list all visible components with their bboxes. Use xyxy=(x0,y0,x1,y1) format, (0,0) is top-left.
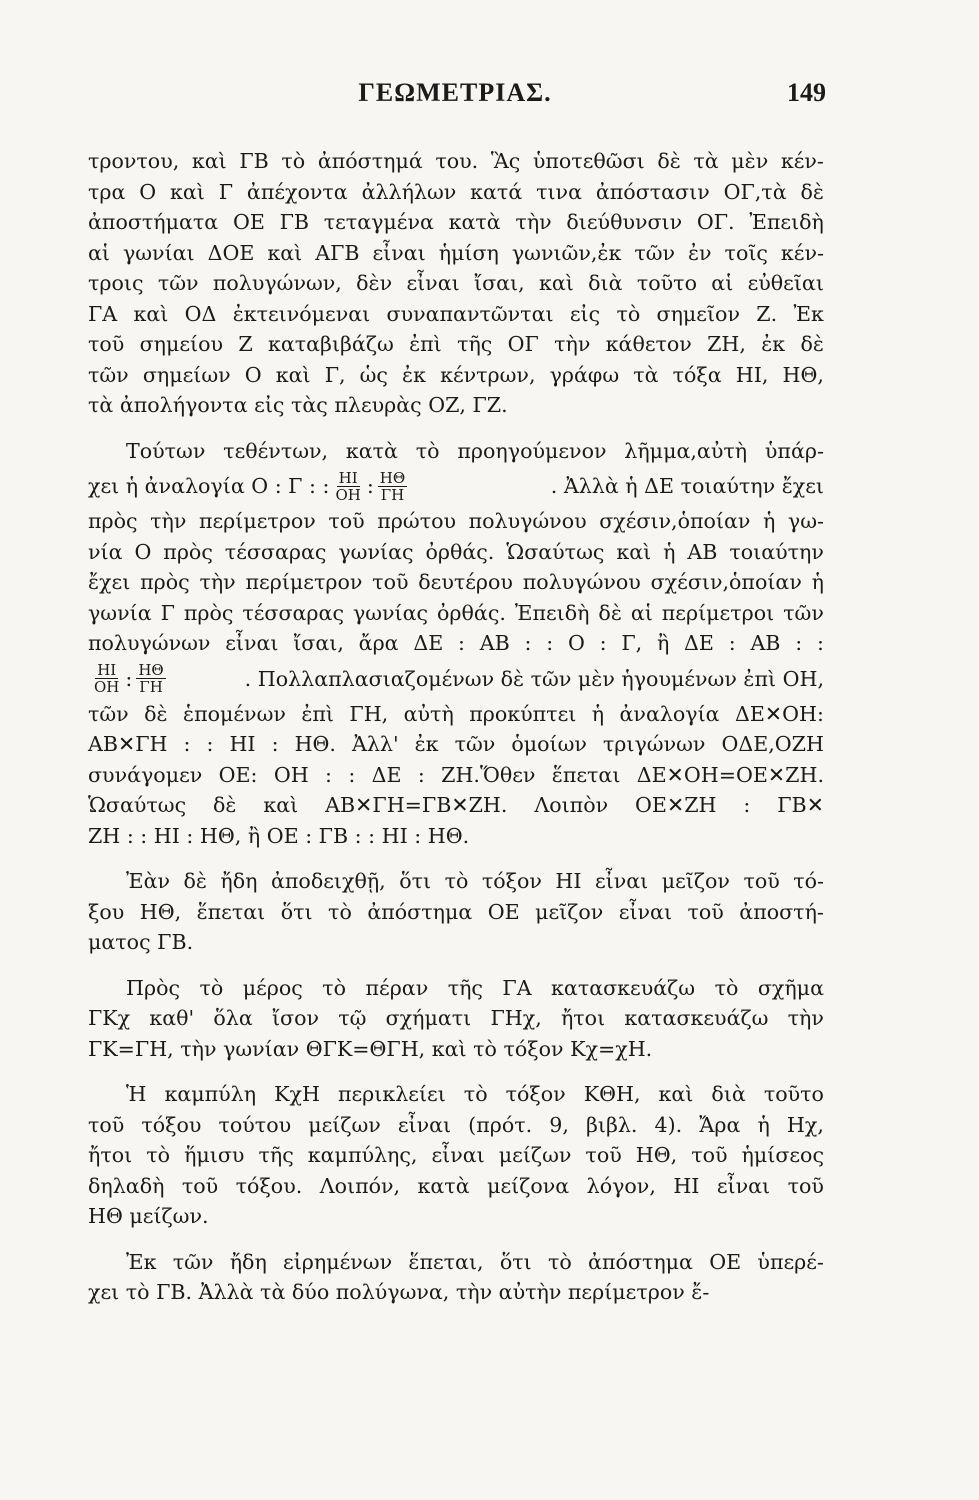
fraction-numerator: ΗΘ xyxy=(138,661,164,679)
page-title: ΓΕΩΜΕΤΡΙΑΣ. xyxy=(358,78,552,107)
text-line: ΓΚχ καθ' ὅλα ἴσον τῷ σχήματι ΓΗχ, ἤτοι κατασκευάζω τὴν xyxy=(88,1006,824,1030)
text-line: χει τὸ ΓΒ. Ἀλλὰ τὰ δύο πολύγωνα, τὴν αὐτὴν περίμετρον ἔ- xyxy=(88,1280,710,1304)
paragraph-gap xyxy=(88,958,824,973)
paragraph xyxy=(88,973,824,1065)
text-segment: . Ἀλλὰ ἡ ΔΕ τοιαύτην ἔχει xyxy=(550,474,824,498)
text-line: ματος ΓΒ. xyxy=(88,930,194,954)
text-line: πολυγώνων εἶναι ἴσαι, ἄρα ΔΕ : ΑΒ : : Ο : Γ, ἢ ΔΕ : ΑΒ : : xyxy=(88,631,824,655)
text-line: ἔχει πρὸς τὴν περίμετρον τοῦ δευτέρου πολυγώνου σχέσιν,ὁποίαν ἡ xyxy=(88,570,824,594)
text-line: Ὡσαύτως δὲ καὶ ΑΒ✕ΓΗ=ΓΒ✕ΖΗ. Λοιπὸν ΟΕ✕ΖΗ : ΓΒ✕ xyxy=(88,793,824,817)
text-line: γωνία Γ πρὸς τέσσαρας γωνίας ὀρθάς. Ἐπειδὴ δὲ αἱ περίμετροι τῶν xyxy=(88,600,824,625)
text-line: ΓΑ καὶ ΟΔ ἐκτεινόμεναι συναπαντῶνται εἰς τὸ σημεῖον Ζ. Ἐκ xyxy=(88,301,824,326)
text-line: αἱ γωνίαι ΔΟΕ καὶ ΑΓΒ εἶναι ἡμίση γωνιῶν,ἐκ τῶν ἐν τοῖς κέν- xyxy=(88,240,824,265)
fraction-denominator: ΟΗ xyxy=(335,485,361,504)
text-line: τοῦ σημείου Ζ καταβιβάζω ἐπὶ τῆς ΟΓ τὴν κάθετον ΖΗ, ἐκ δὲ xyxy=(88,332,824,356)
text-line: τὰ ἀπολήγοντα εἰς τὰς πλευρὰς ΟΖ, ΓΖ. xyxy=(88,393,508,417)
fraction-denominator: ΓΗ xyxy=(139,678,163,696)
text-line: τροντου, καὶ ΓΒ τὸ ἀπόστημά του. Ἃς ὑποτεθῶσι δὲ τὰ μὲν κέν- xyxy=(88,149,824,173)
text-line: ἀποστήματα ΟΕ ΓΒ τεταγμένα κατὰ τὴν διεύθυνσιν ΟΓ. Ἐπειδὴ xyxy=(88,210,824,234)
paragraph-gap xyxy=(88,421,824,436)
fraction xyxy=(136,662,165,695)
paragraph-gap xyxy=(88,1064,824,1079)
fraction xyxy=(92,662,121,695)
page-body xyxy=(88,146,824,1308)
text-line: ΖΗ : : ΗΙ : ΗΘ, ἢ ΟΕ : ΓΒ : : ΗΙ : ΗΘ. xyxy=(88,823,470,848)
text-segment: : xyxy=(125,666,133,691)
text-segment: : xyxy=(366,474,374,498)
paragraph xyxy=(88,1247,824,1308)
page-number: 149 xyxy=(787,78,826,107)
paragraph xyxy=(88,866,824,958)
text-line: Ἐκ τῶν ἤδη εἰρημένων ἕπεται, ὅτι τὸ ἀπόστημα ΟΕ ὑπερέ- xyxy=(126,1249,824,1274)
text-line: Πρὸς τὸ μέρος τὸ πέραν τῆς ΓΑ κατασκευάζω τὸ σχῆμα xyxy=(126,975,824,1000)
formula-line xyxy=(88,659,824,699)
text-line: Ἐὰν δὲ ἤδη ἀποδειχθῇ, ὅτι τὸ τόξον ΗΙ εἶναι μεῖζον τοῦ τό- xyxy=(126,869,824,893)
text-line: Ἡ καμπύλη ΚχΗ περικλείει τὸ τόξον ΚΘΗ, καὶ διὰ τοῦτο xyxy=(126,1082,824,1106)
text-line: ξου ΗΘ, ἕπεται ὅτι τὸ ἀπόστημα ΟΕ μεῖζον εἶναι τοῦ ἀποστή- xyxy=(88,899,824,924)
running-header xyxy=(88,78,826,118)
text-line: ΓΚ=ΓΗ, τὴν γωνίαν ΘΓΚ=ΘΓΗ, καὶ τὸ τόξον Κχ=χΗ. xyxy=(88,1036,653,1061)
fraction-denominator: ΓΗ xyxy=(380,485,405,504)
text-line: τῶν δὲ ἑπομένων ἐπὶ ΓΗ, αὐτὴ προκύπτει ἡ ἀναλογία ΔΕ✕ΟΗ: xyxy=(88,701,824,726)
paragraph xyxy=(88,436,824,852)
text-line: τοῦ τόξου τούτου μείζων εἶναι (πρότ. 9, βιβλ. 4). Ἄρα ἡ Ηχ, xyxy=(88,1112,824,1137)
fraction xyxy=(333,470,362,503)
text-segment: χει ἡ ἀναλογία Ο : Γ : : xyxy=(88,474,330,498)
paragraph-gap xyxy=(88,851,824,866)
fraction xyxy=(378,470,407,503)
text-line: ΑΒ✕ΓΗ : : ΗΙ : ΗΘ. Ἀλλ' ἐκ τῶν ὁμοίων τριγώνων ΟΔΕ,ΟΖΗ xyxy=(88,732,824,756)
fraction-numerator: ΗΘ xyxy=(379,468,406,487)
formula-line xyxy=(88,466,824,506)
fraction-numerator: ΗΙ xyxy=(338,468,358,487)
text-line: πρὸς τὴν περίμετρον τοῦ πρώτου πολυγώνου σχέσιν,ὁποίαν ἡ γω- xyxy=(88,509,824,533)
text-line: ΗΘ μείζων. xyxy=(88,1204,209,1228)
text-line: τῶν σημείων Ο καὶ Γ, ὡς ἐκ κέντρων, γράφω τὰ τόξα ΗΙ, ΗΘ, xyxy=(88,362,824,387)
text-line: ἤτοι τὸ ἥμισυ τῆς καμπύλης, εἶναι μείζων τοῦ ΗΘ, τοῦ ἡμίσεος xyxy=(88,1143,824,1167)
text-segment: . Πολλαπλασιαζομένων δὲ τῶν μὲν ἡγουμένων ἐπὶ ΟΗ, xyxy=(244,666,824,691)
fraction-denominator: ΟΗ xyxy=(94,678,120,696)
fraction-numerator: ΗΙ xyxy=(97,661,117,679)
text-line: τρα Ο καὶ Γ ἀπέχοντα ἀλλήλων κατά τινα ἀπόστασιν ΟΓ,τὰ δὲ xyxy=(88,179,824,204)
paragraph-gap xyxy=(88,1232,824,1247)
text-line: τροις τῶν πολυγώνων, δὲν εἶναι ἴσαι, καὶ διὰ τοῦτο αἱ εὐθεῖαι xyxy=(88,271,824,295)
text-line: συνάγομεν ΟΕ: ΟΗ : : ΔΕ : ΖΗ.Ὅθεν ἕπεται ΔΕ✕ΟΗ=ΟΕ✕ΖΗ. xyxy=(88,762,824,787)
paragraph xyxy=(88,1079,824,1232)
text-line: νία Ο πρὸς τέσσαρας γωνίας ὀρθάς. Ὡσαύτως καὶ ἡ ΑΒ τοιαύτην xyxy=(88,539,824,564)
text-line: Τούτων τεθέντων, κατὰ τὸ προηγούμενον λῆμμα,αὐτὴ ὑπάρ- xyxy=(126,438,824,463)
paragraph xyxy=(88,146,824,421)
text-line: δηλαδὴ τοῦ τόξου. Λοιπόν, κατὰ μείζονα λόγον, ΗΙ εἶναι τοῦ xyxy=(88,1173,824,1198)
